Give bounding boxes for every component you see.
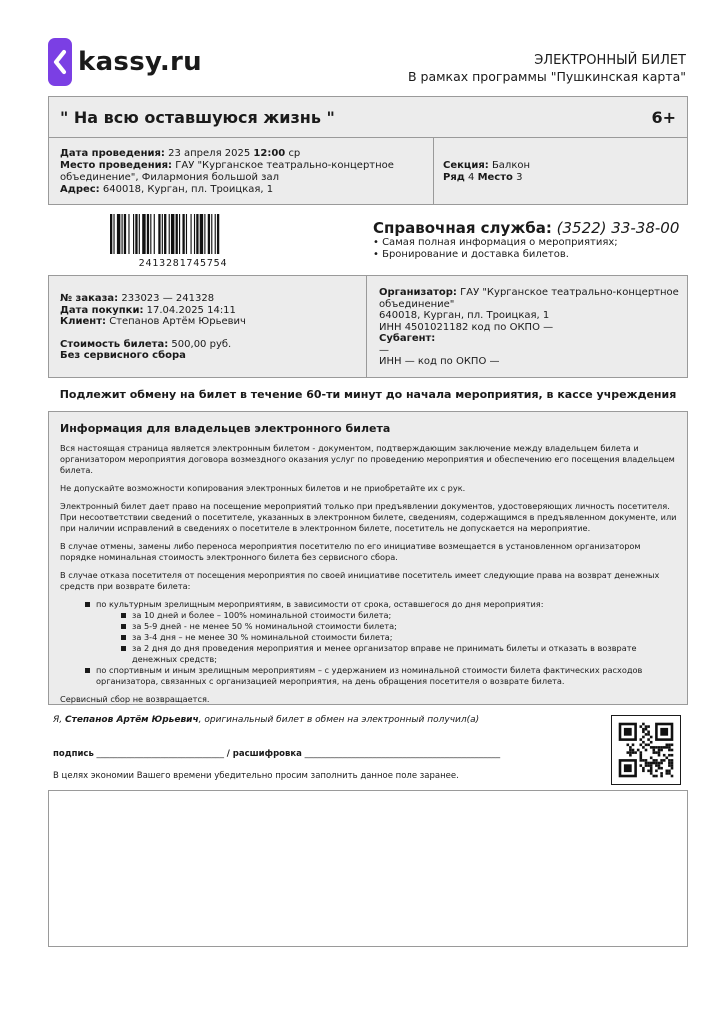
qr-code	[611, 715, 681, 785]
qr-module	[663, 759, 666, 762]
qr-module	[642, 767, 645, 770]
qr-module	[666, 744, 669, 747]
qr-module	[647, 770, 650, 773]
purchase-date: Дата покупки: 17.04.2025 14:11	[60, 304, 236, 316]
qr-module	[645, 728, 648, 731]
qr-module	[668, 746, 671, 749]
qr-module	[666, 757, 669, 760]
signature-line: подпись ______________________________ / расшифровка ______________________________________________	[53, 749, 501, 759]
program-subtitle: В рамках программы "Пушкинская карта"	[407, 69, 686, 84]
barcode-bar	[154, 214, 155, 254]
qr-module	[668, 764, 671, 767]
qr-module	[663, 754, 666, 757]
barcode-bar	[164, 214, 166, 254]
qr-module	[640, 759, 643, 762]
barcode-bar	[117, 214, 120, 254]
qr-module	[666, 770, 669, 773]
qr-module	[650, 770, 653, 773]
kassy-logo-mark-icon	[48, 38, 72, 86]
list-item: за 2 дня до дня проведения мероприятия и менее организатор вправе не принимать билеты и отказать в возврате денежных средств;	[132, 643, 678, 665]
qr-module	[666, 746, 669, 749]
barcode-bar	[182, 214, 184, 254]
qr-module	[645, 725, 648, 728]
qr-module	[653, 746, 656, 749]
qr-module	[668, 762, 671, 765]
qr-module	[647, 738, 650, 741]
list-item: за 5-9 дней - не менее 50 % номинальной стоимости билета;	[132, 621, 678, 632]
barcode-bar	[135, 214, 137, 254]
info-paragraph: Электронный билет дает право на посещение мероприятий только при предъявлении документов, удостоверяющих личность посетителя. При несоответствии сведений о посетителе, указанных в электронном билете, сведениям, содержащимся в предъявленном документе, или при наличии исправлений в сведениях о посетителе в электронном билете, посетитель не допускается на мероприятие.	[60, 501, 677, 533]
qr-module	[632, 751, 635, 754]
info-paragraph: Не допускайте возможности копирования электронных билетов и не приобретайте их с рук.	[60, 483, 466, 493]
list-item: по культурным зрелищным мероприятиям, в зависимости от срока, оставшегося до дня мероприятия: за 10 дней и более – 100% номинальной стоимости билета; за 5-9 дней - не менее 50 % номинальной стоимости билета; за 3-4 дня – не менее 30 % номинальной стоимости билета; за 2 дня до дня проведения мероприятия и менее организатор вправе не принимать билеты и отказать в возврате денежных средств;	[96, 599, 678, 665]
qr-module	[658, 749, 661, 752]
qr-module	[660, 749, 663, 752]
qr-module	[658, 754, 661, 757]
event-venue: Место проведения: ГАУ "Курганское театрально-концертное объединение", Филармония большой зал	[60, 160, 394, 183]
owner-statement: Я, Степанов Артём Юрьевич, оригинальный билет в обмен на электронный получил(а)	[53, 715, 480, 725]
barcode-bar	[176, 214, 178, 254]
order-info	[60, 293, 246, 362]
event-address: Адрес: 640018, Курган, пл. Троицкая, 1	[60, 184, 274, 195]
event-title: " На всю оставшуюся жизнь "	[60, 108, 335, 127]
help-line: • Бронирование и доставка билетов.	[373, 249, 569, 260]
barcode-bar	[194, 214, 195, 254]
qr-module	[660, 762, 663, 765]
barcode-bar	[139, 214, 140, 254]
qr-module	[655, 775, 658, 778]
ticket-cost: Стоимость билета: 500,00 руб.	[60, 338, 232, 350]
qr-module	[640, 725, 643, 728]
subagent-value: —	[379, 344, 389, 356]
barcode-bar	[179, 214, 180, 254]
qr-module	[653, 775, 656, 778]
qr-module	[634, 751, 637, 754]
barcode-bar	[133, 214, 134, 254]
qr-module	[640, 754, 643, 757]
qr-module	[645, 733, 648, 736]
qr-module	[647, 731, 650, 734]
qr-module	[642, 736, 645, 739]
qr-module	[671, 754, 674, 757]
qr-module	[642, 728, 645, 731]
qr-module	[660, 746, 663, 749]
barcode-bar	[162, 214, 163, 254]
qr-module	[655, 759, 658, 762]
qr-module	[668, 749, 671, 752]
qr-module	[645, 764, 648, 767]
help-service	[373, 219, 679, 261]
qr-module	[647, 744, 650, 747]
barcode-bar	[200, 214, 203, 254]
refund-sublist	[96, 610, 678, 665]
row-seat: Ряд 4 Место 3	[443, 172, 523, 183]
event-details	[48, 137, 688, 205]
qr-module	[658, 751, 661, 754]
divider	[433, 138, 434, 204]
service-fee: Без сервисного сбора	[60, 350, 186, 361]
barcode-bar	[211, 214, 212, 254]
qr-module	[629, 754, 632, 757]
save-time-note: В целях экономии Вашего времени убедительно просим заполнить данное поле заранее.	[53, 771, 459, 781]
help-title: Справочная служба: (3522) 33-38-00	[373, 219, 680, 237]
qr-module	[647, 762, 650, 765]
qr-module	[655, 762, 658, 765]
qr-module	[640, 764, 643, 767]
qr-module	[671, 764, 674, 767]
barcode-number: 2413281745754	[138, 258, 228, 269]
qr-module	[666, 772, 669, 775]
barcode-bar	[171, 214, 174, 254]
event-date: Дата проведения: 23 апреля 2025 12:00 ср	[60, 148, 301, 159]
notes-box	[48, 790, 688, 947]
info-block	[48, 411, 688, 705]
qr-module	[632, 744, 635, 747]
section: Секция: Балкон	[443, 160, 531, 171]
qr-module	[658, 762, 661, 765]
qr-module	[640, 738, 643, 741]
event-details-left	[60, 148, 418, 196]
list-item: за 10 дней и более – 100% номинальной стоимости билета;	[132, 610, 678, 621]
qr-module	[650, 757, 653, 760]
qr-module	[668, 754, 671, 757]
qr-module	[627, 751, 630, 754]
qr-module	[642, 731, 645, 734]
barcode-bar	[217, 214, 219, 254]
qr-module	[653, 749, 656, 752]
qr-module	[650, 762, 653, 765]
qr-module	[629, 749, 632, 752]
list-item: по спортивным и иным зрелищным мероприятиям – с удержанием из номинальной стоимости билета фактических расходов организатора, связанных с организацией мероприятия, на день обращения посетителя о возврате билета.	[96, 665, 678, 687]
help-line: • Самая полная информация о мероприятиях;	[373, 237, 618, 248]
subagent-inn: ИНН — код по ОКПО —	[379, 356, 500, 367]
list-item: за 3-4 дня – не менее 30 % номинальной стоимости билета;	[132, 632, 678, 643]
qr-module	[650, 772, 653, 775]
qr-module	[650, 764, 653, 767]
qr-module	[650, 741, 653, 744]
qr-module	[647, 764, 650, 767]
qr-module	[671, 775, 674, 778]
qr-module	[671, 759, 674, 762]
qr-module	[671, 749, 674, 752]
qr-module	[660, 767, 663, 770]
order-number: № заказа: 233023 — 241328	[60, 293, 215, 304]
qr-module	[658, 764, 661, 767]
qr-module	[653, 759, 656, 762]
divider	[366, 276, 367, 377]
qr-module	[642, 741, 645, 744]
qr-module	[642, 770, 645, 773]
qr-module	[668, 772, 671, 775]
barcode-bar	[142, 214, 145, 254]
ticket-header	[408, 53, 686, 85]
qr-module	[642, 746, 645, 749]
help-phone: (3522) 33-38-00	[556, 219, 680, 237]
qr-module	[629, 746, 632, 749]
subagent-label: Субагент:	[379, 333, 436, 344]
qr-module	[671, 767, 674, 770]
qr-module	[655, 751, 658, 754]
qr-module	[655, 746, 658, 749]
barcode-bar	[113, 214, 114, 254]
organizer-address: 640018, Курган, пл. Троицкая, 1	[379, 310, 550, 321]
qr-module	[632, 749, 635, 752]
qr-module	[650, 767, 653, 770]
qr-module	[624, 728, 632, 736]
qr-module	[660, 759, 663, 762]
qr-module	[645, 749, 648, 752]
qr-module	[671, 744, 674, 747]
info-paragraph: Сервисный сбор не возвращается.	[60, 694, 210, 704]
client: Клиент: Степанов Артём Юрьевич	[60, 316, 246, 327]
barcode-bar	[208, 214, 210, 254]
qr-module	[645, 744, 648, 747]
info-paragraph: Вся настоящая страница является электронным билетом - документом, подтверждающим заключение между владельцем билета и организатором мероприятия договора возмездного оказания услуг по проведению мероприятия и обеспечению его посещения владельцем билета.	[60, 443, 675, 475]
barcode-bar	[196, 214, 198, 254]
barcode-bar	[150, 214, 151, 254]
qr-module	[658, 746, 661, 749]
qr-module	[655, 770, 658, 773]
barcode-bar	[128, 214, 129, 254]
qr-module	[653, 751, 656, 754]
doc-title: ЭЛЕКТРОННЫЙ БИЛЕТ	[534, 53, 686, 68]
qr-code-icon	[612, 716, 680, 784]
barcode-bar	[124, 214, 126, 254]
qr-module	[629, 751, 632, 754]
qr-module	[663, 746, 666, 749]
info-heading: Информация для владельцев электронного билета	[60, 422, 391, 435]
qr-module	[642, 759, 645, 762]
qr-module	[655, 764, 658, 767]
qr-module	[671, 762, 674, 765]
qr-module	[668, 744, 671, 747]
qr-module	[647, 725, 650, 728]
qr-module	[624, 764, 632, 772]
info-paragraph: В случае отказа посетителя от посещения мероприятия по своей инициативе посетитель имеет следующие права на возврат денежных средств при возврате билета:	[60, 570, 660, 591]
qr-module	[645, 762, 648, 765]
kassy-logo	[48, 38, 202, 86]
organizer-name: Организатор: ГАУ "Курганское театрально-концертное объединение"	[379, 287, 679, 310]
qr-module	[668, 770, 671, 773]
age-rating: 6+	[651, 108, 676, 127]
barcode-bar	[191, 214, 192, 254]
qr-module	[637, 749, 640, 752]
qr-module	[650, 746, 653, 749]
qr-module	[650, 736, 653, 739]
barcode-bar	[215, 214, 216, 254]
organizer-info	[379, 287, 679, 368]
qr-module	[640, 751, 643, 754]
qr-module	[653, 762, 656, 765]
barcode-bar	[204, 214, 205, 254]
qr-module	[640, 744, 643, 747]
barcode-bar	[186, 214, 187, 254]
qr-module	[640, 757, 643, 760]
qr-module	[658, 767, 661, 770]
logo-text: kassy.ru	[78, 47, 202, 77]
qr-module	[642, 723, 645, 726]
qr-module	[645, 759, 648, 762]
barcode-bar	[147, 214, 149, 254]
barcode-bar	[158, 214, 160, 254]
exchange-notice: Подлежит обмену на билет в течение 60-ти минут до начала мероприятия, в кассе учреждения	[59, 388, 677, 401]
barcode-bar	[122, 214, 123, 254]
qr-module	[647, 733, 650, 736]
seat-info	[443, 160, 530, 184]
qr-module	[627, 744, 630, 747]
qr-module	[660, 728, 668, 736]
barcode-bar	[169, 214, 170, 254]
order-details	[48, 275, 688, 378]
event-title-bar	[48, 96, 688, 138]
organizer-inn: ИНН 4501021182 код по ОКПО —	[379, 321, 554, 333]
qr-module	[668, 759, 671, 762]
qr-module	[660, 775, 663, 778]
barcode-bar	[110, 214, 112, 254]
info-paragraph: В случае отмены, замены либо переноса мероприятия посетителю по его инициативе возмещается в установленном организатором порядке номинальная стоимость электронного билета без сервисного сбора.	[60, 541, 641, 562]
qr-module	[660, 772, 663, 775]
ticket-barcode	[110, 214, 256, 254]
refund-list	[60, 599, 678, 687]
